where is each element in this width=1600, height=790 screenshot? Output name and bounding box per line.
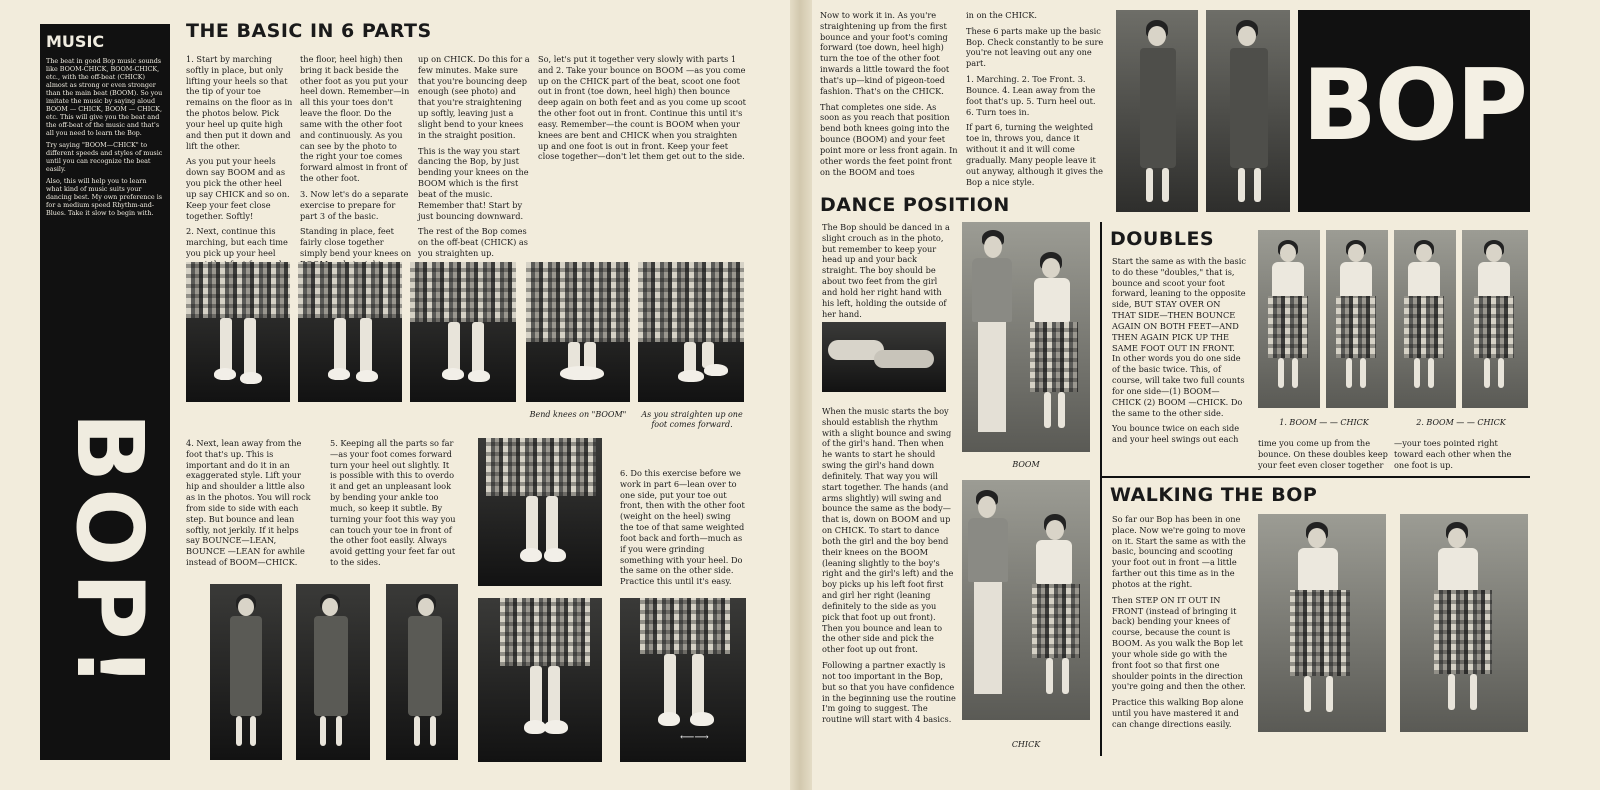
sidebar-paragraph: Also, this will help you to learn what kind of music suits your dancing best. My own preference is for a medium speed Rhythm-and-Blues. Take it slow to begin with. — [46, 177, 163, 217]
text-column-1 — [186, 54, 294, 286]
photo-lean-3 — [386, 584, 458, 760]
music-sidebar — [40, 24, 170, 760]
paragraph: up on CHICK. Do this for a few minutes. Make sure that you're bouncing deep enough (see photo) and that you're straightening up softly, leaving just a slight bend to your knees in the straight position. — [418, 54, 530, 140]
photo-doubles-4 — [1462, 230, 1528, 408]
photo-girl-standing-2 — [1206, 10, 1290, 212]
photo-girl-standing-1 — [1116, 10, 1198, 212]
photo-feet-1 — [186, 262, 290, 402]
paragraph: 2. Next, continue this marching, but each time you pick up your heel — [186, 226, 288, 259]
paragraph: As you put your heels down say BOOM and as you pick the other heel up say CHICK and so on. Keep your feet close together. Softly! — [186, 156, 290, 221]
page-gutter — [790, 0, 812, 790]
sidebar-paragraph: Try saying "BOOM—CHICK" to different speeds and styles of music until you can recognize the beat easily. — [46, 141, 163, 173]
paragraph: Then STEP ON IT OUT IN FRONT (instead of bringing it back) bending your knees of course, because the count is BOOM. As you walk the Bop let your whole side go with the front foot so that first one shoulder points in the direction you're going and then the other. — [1112, 594, 1246, 692]
caption-doubles-2: 2. BOOM — — CHICK — [1416, 418, 1506, 427]
paragraph: Following a partner exactly is not too important in the Bop, but so that you have confidence in the beginning use the routine I'm going to suggest. The routine will start with 4 basics. — [822, 660, 956, 725]
text-column-3 — [418, 54, 530, 264]
paragraph: Now to work it in. As you're straightening up from the first bounce and your foot's coming forward (toe down, heel high) turn the toe of the other foot inwards a little toward the foot that's up—kind of pigeon-toed fashion. That's on the CHICK. — [820, 10, 950, 96]
paragraph: 1. Marching. 2. Toe Front. 3. Bounce. 4. Lean away from the foot that's up. 5. Turn heel out. 6. Turn toes in. — [966, 74, 1096, 117]
paragraph: The rest of the Bop comes on the off-beat (CHICK) as you straighten up. — [418, 226, 528, 259]
photo-walking-1 — [1258, 514, 1386, 732]
intro-column-2 — [966, 10, 1104, 192]
doubles-subtext-1: time you come up from the bounce. On these doubles keep your feet even closer together — [1258, 438, 1388, 470]
doubles-text — [1112, 256, 1246, 450]
divider — [1102, 476, 1530, 478]
paragraph: Standing in place, feet fairly close together simply bend your knees on — [300, 226, 412, 259]
photo-doubles-1 — [1258, 230, 1320, 408]
photo-lean-1 — [210, 584, 282, 760]
bop-title-block: BOP — [1298, 10, 1530, 212]
photo-doubles-3 — [1394, 230, 1456, 408]
intro-column-1 — [820, 10, 958, 182]
sidebar-bop-word: BOP! — [56, 412, 163, 694]
paragraph: These 6 parts make up the basic Bop. Check constantly to be sure you're not leaving out any one part. — [966, 25, 1104, 69]
sidebar-title: MUSIC — [46, 32, 105, 51]
caption-doubles-1: 1. BOOM — — CHICK — [1279, 418, 1369, 427]
paragraph: Practice this walking Bop alone until you have mastered it and can change directions easily. — [1112, 697, 1244, 729]
text-part-4: 4. Next, lean away from the foot that's up. This is important and do it in an exaggerated style. Lift your hip and shoulder a little also as in the photos. You will rock from side to side with each step. But bounce and lean softly, not jerkily. If it helps say BOUNCE—LEAN, BOUNCE —LEAN for awhile instead of BOOM—CHICK. — [186, 438, 311, 568]
dance-position-heading: DANCE POSITION — [820, 194, 1010, 216]
photo-heel-2 — [478, 598, 602, 762]
caption-boom: BOOM — [1012, 460, 1040, 469]
photo-lean-2 — [296, 584, 370, 760]
caption-bend-knees: Bend knees on "BOOM" — [529, 410, 627, 419]
caption-chick: CHICK — [1011, 740, 1041, 749]
paragraph: That completes one side. As soon as you reach that position bend both knees going into the bounce (BOOM) and your feet point more or less front again. In other words the feet point front on the BOOM and toes — [820, 101, 958, 177]
arrow-icon: ⟵⟶ — [680, 732, 709, 743]
photo-heel-1 — [478, 438, 602, 586]
photo-hands — [822, 322, 946, 392]
paragraph: If part 6, turning the weighted toe in, throws you, dance it without it and it will come gradually. Many people leave it out anyway, although it gives the Bop a nice style. — [966, 122, 1103, 187]
photo-walking-2 — [1400, 514, 1528, 732]
dance-position-text: The Bop should be danced in a slight crouch as in the photo, but remember to keep your head up and your back straight. The boy should be about two feet from the girl and hold her right hand with his left, holding the outside of her hand. — [822, 222, 950, 319]
paragraph: You bounce twice on each side and your heel swings out each — [1112, 423, 1240, 445]
photo-feet-2 — [298, 262, 402, 402]
paragraph: So far our Bop has been in one place. Now we're going to move on it. Start the same as with the basic, bouncing and scooting your foot out in front —a little farther out this time as in the photos at the right. — [1112, 514, 1246, 589]
photo-doubles-2 — [1326, 230, 1388, 408]
paragraph: 1. Start by marching softly in place, but only lifting your heels so that the tip of your toe remains on the floor as in the photos below. Pick your heel up quite high and then put it down and lift the other. — [186, 54, 293, 151]
photo-couple-boom — [962, 222, 1090, 452]
text-column-2 — [300, 54, 412, 275]
paragraph: When the music starts the boy should establish the rhythm with a slight bounce and swing of the girl's hand. Then when he wants to start he should swing the girl's hand down definitely. That way you will start together. The hands (and arms slightly) will swing and bounce the same as the body—that is, down on BOOM and up on CHICK. To start to dance both the girl and the boy bend their knees on the BOOM (leaning slightly to the boy's right and the girl's left) and the boy picks up his left foot first and girl her right (leaning definitely to the side as you pick that foot up out front). Then you bounce and lean to the other side and pick the other foot up out front. — [822, 406, 954, 655]
basic-heading: THE BASIC IN 6 PARTS — [186, 20, 432, 42]
text-column-4 — [538, 54, 746, 167]
photo-couple-chick — [962, 480, 1090, 720]
paragraph: in on the CHICK. — [966, 10, 1037, 20]
photo-feet-5 — [638, 262, 744, 402]
divider — [1100, 222, 1102, 756]
sidebar-bop-vertical-title — [40, 408, 170, 744]
walking-text — [1112, 514, 1246, 735]
dance-position-body — [822, 406, 956, 730]
left-page — [0, 0, 790, 790]
photo-grind — [620, 598, 746, 762]
doubles-heading: DOUBLES — [1110, 228, 1215, 250]
sidebar-paragraph: The beat in good Bop music sounds like BOOM-CHICK, BOOM-CHICK, etc., with the off-beat (CHICK) almost as strong or even stronger than the main beat (BOOM). So you imitate the music by saying aloud BOOM — CHICK, BOOM — CHICK, etc. This will give you the beat and the off-beat of the music and that's all you need to learn the Bop. — [46, 57, 163, 137]
paragraph: the floor, heel high) then bring it back beside the other foot as you put your heel down. Remember—in all this your toes don't leave the floor. Do the same with the other foot and continuously. As you can see by the photo to the right your toe comes forward almost in front of the other foot. — [300, 54, 410, 184]
paragraph: So, let's put it together very slowly with parts 1 and 2. Take your bounce on BOOM —as you come up on the CHICK part of the beat, scoot one foot out in front (toe down, heel high) then bounce deep again on both feet and as you come up scoot the other foot out in front. Continue this until it's easy. Remember—the count is BOOM when your knees are bent and CHICK when you straighten up and one foot is out in front. Keep your feet close together—don't let them get out to the side. — [538, 54, 746, 162]
doubles-subtext-2: —your toes pointed right toward each other when the one foot is up. — [1394, 438, 1512, 470]
paragraph: 3. Now let's do a separate exercise to prepare for part 3 of the basic. — [300, 188, 409, 221]
paragraph: This is the way you start dancing the Bop, by just bending your knees on the BOOM which is the first beat of the music. Remember that! Start by just bouncing downward. — [418, 145, 529, 221]
text-part-6: 6. Do this exercise before we work in part 6—lean over to one side, put your toe out front, then with the other foot (weight on the heel) swing the toe of that same weighted foot back and forth—much as if you were grinding something with your heel. Do the same on the other side. Practice this until it's easy. — [620, 468, 745, 587]
text-part-5: 5. Keeping all the parts so far —as your foot comes forward turn your heel out slightly. It is possible with this to overdo it and get an unpleasant look by bending your ankle too much, so keep it subtle. By turning your foot this way you can touch your toe in front of the other foot easily. Always avoid getting your feet far out to the sides. — [330, 438, 456, 568]
walking-heading: WALKING THE BOP — [1110, 484, 1318, 506]
photo-feet-4 — [526, 262, 630, 402]
paragraph: Start the same as with the basic to do these "doubles," that is, bounce and scoot your foot forward, leaning to the opposite side, BUT STAY OVER ON THAT SIDE—THEN BOUNCE AGAIN ON BOTH FEET—AND THEN AGAIN PICK UP THE SAME FOOT OUT IN FRONT. In other words you do one side of the basic twice. This, of course, will take two full counts for one side—(1) BOOM—CHICK (2) BOOM —CHICK. Do the same to the other side. — [1112, 256, 1246, 418]
photo-feet-3 — [410, 262, 516, 402]
caption-straighten: As you straighten up one foot comes forward. — [641, 410, 743, 429]
